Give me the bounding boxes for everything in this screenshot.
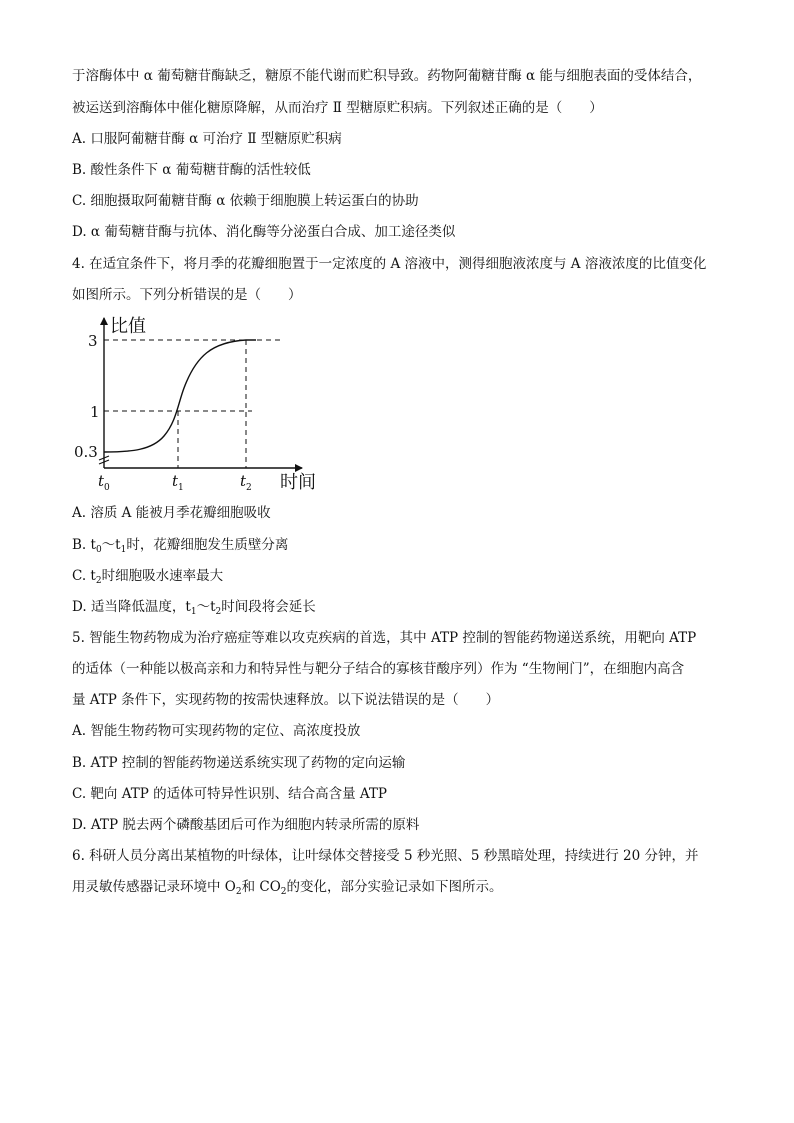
x-tick-t2: $t_2$ (240, 472, 252, 493)
q3-option-d: D. α 葡萄糖苷酶与抗体、消化酶等分泌蛋白合成、加工途径类似 (72, 224, 456, 240)
q5-option-a: A. 智能生物药物可实现药物的定位、高浓度投放 (72, 723, 361, 739)
q4-stem-line1: 4. 在适宜条件下，将月季的花瓣细胞置于一定浓度的 A 溶液中，测得细胞液浓度与 A 溶液浓度的比值变化 (72, 256, 707, 272)
ratio-curve (104, 340, 256, 452)
y-tick-1: 1 (90, 403, 100, 421)
q5-option-b: B. ATP 控制的智能药物递送系统实现了药物的定向运输 (72, 755, 406, 771)
q3-option-b: B. 酸性条件下 α 葡萄糖苷酶的活性较低 (72, 162, 311, 178)
q5-stem-line1: 5. 智能生物药物成为治疗癌症等难以攻克疾病的首选，其中 ATP 控制的智能药物递送系统，用靶向 ATP (72, 630, 697, 646)
q6-stem-line1: 6. 科研人员分离出某植物的叶绿体，让叶绿体交替接受 5 秒光照、5 秒黑暗处理，持续进行 20 分钟，并 (72, 848, 699, 864)
x-tick-t1: $t_1$ (172, 472, 184, 493)
q3-option-a: A. 口服阿葡糖苷酶 α 可治疗 Ⅱ 型糖原贮积病 (72, 131, 342, 147)
ratio-chart (72, 312, 342, 496)
q4-option-c: C. $t_2$时细胞吸水速率最大 (72, 568, 224, 586)
x-tick-t0: $t_0$ (98, 472, 110, 493)
q4-option-a: A. 溶质 A 能被月季花瓣细胞吸收 (72, 505, 271, 521)
q4-stem-line2: 如图所示。下列分析错误的是（ ） (72, 287, 302, 303)
ratio-chart-svg (72, 312, 342, 496)
q3-stem-line1: 于溶酶体中 α 葡萄糖苷酶缺乏，糖原不能代谢而贮积导致。药物阿葡糖苷酶 α 能与细胞表面的受体结合， (72, 68, 702, 84)
q3-stem-line2: 被运送到溶酶体中催化糖原降解，从而治疗 Ⅱ 型糖原贮积病。下列叙述正确的是（ ） (72, 100, 603, 116)
x-axis-label: 时间 (280, 472, 316, 493)
q5-stem-line2: 的适体（一种能以极高亲和力和特异性与靶分子结合的寡核苷酸序列）作为 “生物闸门”，在细胞内高含 (72, 661, 685, 677)
q5-stem-line3: 量 ATP 条件下，实现药物的按需快速释放。以下说法错误的是（ ） (72, 692, 500, 708)
y-tick-0-3: 0.3 (74, 443, 98, 461)
y-axis-label: 比值 (110, 316, 146, 337)
q5-option-d: D. ATP 脱去两个磷酸基团后可作为细胞内转录所需的原料 (72, 817, 420, 833)
q5-option-c: C. 靶向 ATP 的适体可特异性识别、结合高含量 ATP (72, 786, 388, 802)
q6-stem-line2: 用灵敏传感器记录环境中 $O_2$和 $CO_2$的变化，部分实验记录如下图所示。 (72, 879, 503, 897)
q4-option-b: B. $t_0\sim t_1$时，花瓣细胞发生质壁分离 (72, 537, 289, 555)
q4-option-d: D. 适当降低温度，$t_1\sim t_2$时间段将会延长 (72, 599, 316, 617)
y-tick-3: 3 (88, 332, 98, 350)
q3-option-c: C. 细胞摄取阿葡糖苷酶 α 依赖于细胞膜上转运蛋白的协助 (72, 193, 419, 209)
